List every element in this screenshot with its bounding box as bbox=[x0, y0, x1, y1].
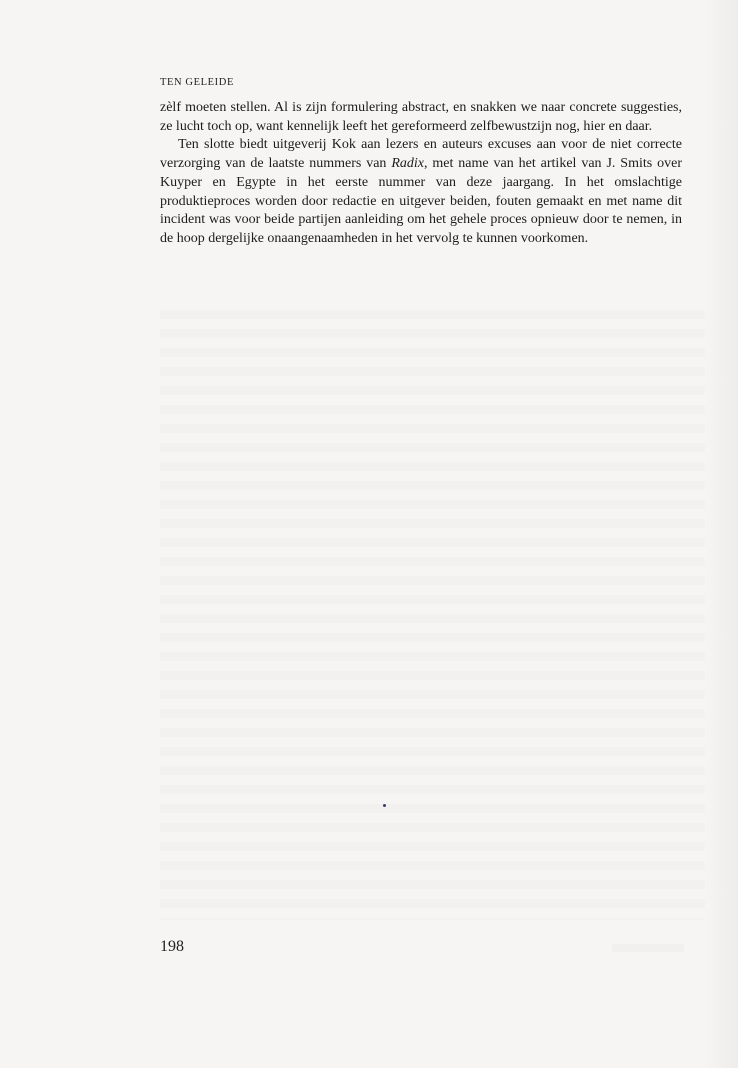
body-text bbox=[160, 99, 682, 249]
reverse-side-footer-bleed bbox=[612, 944, 684, 952]
ink-speck bbox=[383, 804, 386, 807]
reverse-side-bleed-through bbox=[160, 300, 705, 920]
paragraph-2-text-b: , met name van het artikel van J. Smits over Kuyper en Egypte in het eerste nummer van deze jaargang. In het omslachtige produktieproces worden door redactie en uitgever beiden, fouten gemaakt en met name dit incident was voor beide partijen aanleiding om het gehele proces opnieuw door te nemen, in de hoop dergelijke onaangenaamheden in het vervolg te kunnen voorkomen. bbox=[160, 156, 682, 246]
running-head: TEN GELEIDE bbox=[160, 77, 234, 88]
paragraph-1: zèlf moeten stellen. Al is zijn formulering abstract, en snakken we naar concrete suggesties, ze lucht toch op, want kennelijk leeft het gereformeerd zelfbewustzijn nog, hier en daar. bbox=[160, 100, 682, 134]
page-number: 198 bbox=[160, 938, 184, 955]
paragraph-2-text-a: Ten slotte biedt uitgeverij Kok aan lezers en auteurs excuses aan voor de niet correcte verzorging van de laatste nummers van bbox=[160, 137, 682, 172]
page-spine-shadow bbox=[704, 0, 738, 1068]
paragraph-2 bbox=[160, 136, 682, 248]
journal-title-italic: Radix bbox=[391, 156, 424, 172]
